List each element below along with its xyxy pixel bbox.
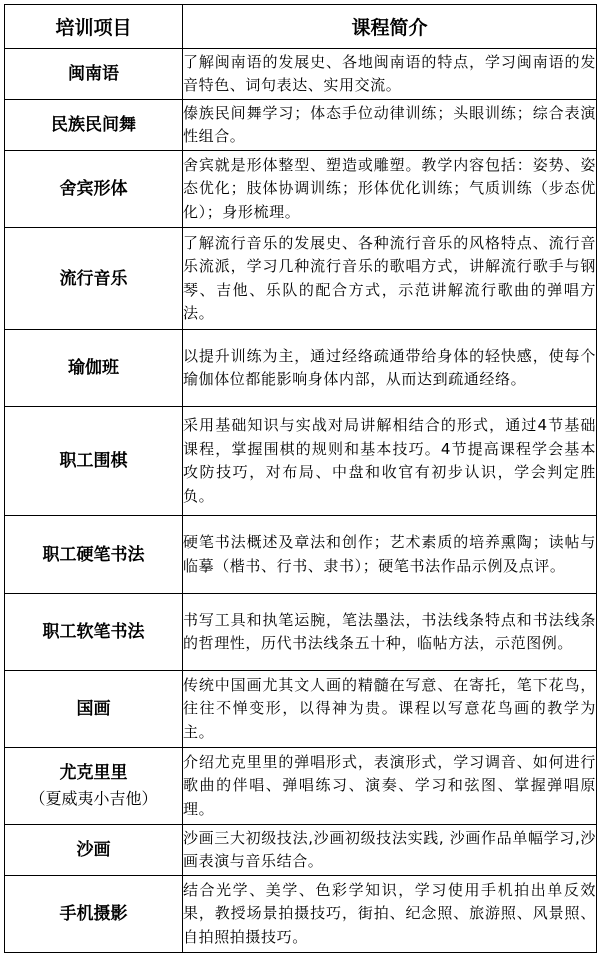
table-row	[5, 407, 597, 516]
table-row	[5, 671, 597, 748]
course-name: 沙画	[5, 825, 183, 876]
header-row	[5, 5, 597, 49]
course-description: 舍宾就是形体整型、塑造或雕塑。教学内容包括：姿势、姿态优化；肢体协调训练；形体优化训练；气质训练（步态优化）；身形梳理。	[183, 151, 597, 228]
course-name: 闽南语	[5, 49, 183, 100]
table-row	[5, 151, 597, 228]
course-subname: （夏威夷小吉他）	[29, 789, 158, 808]
course-description: 傣族民间舞学习；体态手位动律训练；头眼训练；综合表演性组合。	[183, 100, 597, 151]
course-description: 以提升训练为主，通过经络疏通带给身体的轻快感，使每个瑜伽体位都能影响身体内部，从而达到疏通经络。	[183, 330, 597, 407]
course-name: 职工硬笔书法	[5, 516, 183, 594]
course-name: 国画	[5, 671, 183, 748]
course-description: 了解闽南语的发展史、各地闽南语的特点，学习闽南语的发音特色、词句表达、实用交流。	[183, 49, 597, 100]
course-name: 流行音乐	[5, 228, 183, 330]
course-name: 手机摄影	[5, 876, 183, 953]
table-row	[5, 748, 597, 825]
course-description: 介绍尤克里里的弹唱形式，表演形式，学习调音、如何进行歌曲的伴唱、弹唱练习、演奏、学习和弦图、掌握弹唱原理。	[183, 748, 597, 825]
header-intro: 课程简介	[183, 5, 597, 49]
course-name: 舍宾形体	[5, 151, 183, 228]
course-description: 结合光学、美学、色彩学知识，学习使用手机拍出单反效果，教授场景拍摄技巧，街拍、纪念照、旅游照、风景照、自拍照拍摄技巧。	[183, 876, 597, 953]
course-description: 硬笔书法概述及章法和创作；艺术素质的培养熏陶；读帖与临摹（楷书、行书、隶书）；硬笔书法作品示例及点评。	[183, 516, 597, 594]
course-description: 书写工具和执笔运腕，笔法墨法，书法线条特点和书法线条的哲理性，历代书法线条五十种，临帖方法，示范图例。	[183, 594, 597, 671]
course-name: 民族民间舞	[5, 100, 183, 151]
table-row	[5, 825, 597, 876]
table-row	[5, 228, 597, 330]
course-description: 沙画三大初级技法,沙画初级技法实践, 沙画作品单幅学习,沙画表演与音乐结合。	[183, 825, 597, 876]
table-row	[5, 49, 597, 100]
table-row	[5, 594, 597, 671]
course-name: 职工围棋	[5, 407, 183, 516]
course-description: 传统中国画尤其文人画的精髓在写意、在寄托，笔下花鸟，往往不惮变形，以得神为贵。课程以写意花鸟画的教学为主。	[183, 671, 597, 748]
course-name: 职工软笔书法	[5, 594, 183, 671]
table-row	[5, 876, 597, 953]
table-row	[5, 516, 597, 594]
table-row	[5, 100, 597, 151]
course-table	[4, 4, 597, 953]
course-name: 瑜伽班	[5, 330, 183, 407]
course-description: 了解流行音乐的发展史、各种流行音乐的风格特点、流行音乐流派，学习几种流行音乐的歌唱方式，讲解流行歌手与钢琴、吉他、乐队的配合方式，示范讲解流行歌曲的弹唱方法。	[183, 228, 597, 330]
course-description: 采用基础知识与实战对局讲解相结合的形式，通过4节基础课程，掌握围棋的规则和基本技巧。4节提高课程学会基本攻防技巧，对布局、中盘和收官有初步认识，学会判定胜负。	[183, 407, 597, 516]
course-name-cell	[5, 748, 183, 825]
table-row	[5, 330, 597, 407]
header-item: 培训项目	[5, 5, 183, 49]
course-name: 尤克里里	[59, 763, 128, 783]
